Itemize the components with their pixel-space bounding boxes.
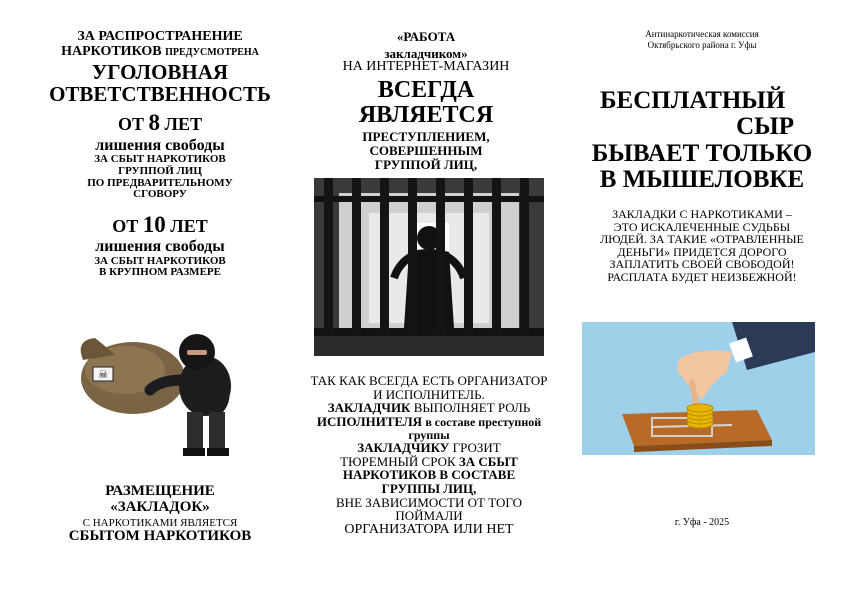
left-line-2 bbox=[40, 45, 280, 60]
mid-line-8: ГРУППОЙ ЛИЦ, bbox=[374, 156, 478, 172]
term-8-desc-1: ЗА СБЫТ НАРКОТИКОВ bbox=[94, 153, 226, 166]
prison-bars-image bbox=[314, 178, 544, 356]
mid-p3 bbox=[306, 401, 552, 415]
mid-p6 bbox=[306, 441, 552, 455]
right-warning bbox=[582, 208, 822, 284]
term-8-sub: лишения свободы bbox=[95, 136, 225, 154]
mid-p3b: ВЫПОЛНЯЕТ РОЛЬ bbox=[413, 400, 531, 416]
slogan-line-3: БЫВАЕТ ТОЛЬКО bbox=[591, 139, 813, 167]
mid-line-5: ЯВЛЯЕТСЯ bbox=[358, 102, 494, 129]
right-footer bbox=[582, 518, 822, 529]
term-8-num: 8 bbox=[148, 110, 161, 136]
slogan-line-4: В МЫШЕЛОВКЕ bbox=[599, 165, 805, 193]
right-header bbox=[582, 30, 822, 51]
commission-line-1: Антинаркотическая комиссия bbox=[645, 29, 759, 39]
mid-p9: ГРУППЫ ЛИЦ, bbox=[381, 481, 477, 497]
term-10-sub: лишения свободы bbox=[95, 237, 225, 255]
left-line-2b: ПРЕДУСМОТРЕНА bbox=[165, 46, 259, 58]
mid-p7b: ЗА СБЫТ bbox=[458, 453, 518, 469]
term-8-desc-4: СГОВОРУ bbox=[133, 188, 187, 201]
mid-p7 bbox=[306, 455, 552, 469]
term-8-years bbox=[40, 111, 280, 135]
mid-p7a: ТЮРЕМНЫЙ СРОК bbox=[340, 453, 456, 469]
warning-line-1: ЗАКЛАДКИ С НАРКОТИКАМИ – bbox=[612, 207, 792, 221]
city-year: г. Уфа - 2025 bbox=[674, 517, 730, 528]
left-bottom-3: С НАРКОТИКАМИ ЯВЛЯЕТСЯ bbox=[82, 516, 238, 529]
mid-p10: ВНЕ ЗАВИСИМОСТИ ОТ ТОГО bbox=[336, 494, 522, 510]
mid-line-2: закладчиком» bbox=[384, 45, 468, 61]
left-line-1: ЗА РАСПРОСТРАНЕНИЕ bbox=[77, 29, 243, 44]
left-line-3: УГОЛОВНАЯ bbox=[91, 60, 229, 85]
term-10-pre: ОТ bbox=[112, 215, 139, 236]
term-10-desc-2: В КРУПНОМ РАЗМЕРЕ bbox=[99, 266, 221, 279]
warning-line-4: ДЕНЬГИ» ПРИДЕТСЯ ДОРОГО bbox=[617, 244, 787, 259]
mid-line-1: «РАБОТА bbox=[396, 29, 456, 44]
middle-text bbox=[306, 374, 552, 538]
mid-p8: НАРКОТИКОВ В СОСТАВЕ bbox=[342, 467, 516, 483]
term-10-years bbox=[40, 213, 280, 237]
warning-line-6: РАСПЛАТА БУДЕТ НЕИЗБЕЖНОЙ! bbox=[607, 269, 797, 284]
left-bottom-text bbox=[40, 484, 280, 545]
svg-text:☠: ☠ bbox=[98, 369, 108, 381]
left-line-4: ОТВЕТСТВЕННОСТЬ bbox=[49, 82, 271, 107]
term-10-post: ЛЕТ bbox=[170, 215, 208, 236]
left-panel bbox=[40, 30, 280, 279]
mid-p3a: ЗАКЛАДЧИК bbox=[327, 400, 411, 416]
slogan-title bbox=[582, 88, 822, 193]
term-8-pre: ОТ bbox=[118, 114, 145, 135]
left-bottom-2: «ЗАКЛАДОК» bbox=[110, 498, 210, 515]
mid-p4 bbox=[306, 415, 552, 429]
term-8-desc-2: ГРУППОЙ ЛИЦ bbox=[118, 164, 202, 177]
mid-p2: И ИСПОЛНИТЕЛЬ. bbox=[373, 386, 485, 402]
left-bottom-4: СБЫТОМ НАРКОТИКОВ bbox=[68, 528, 252, 545]
mid-p6b: ГРОЗИТ bbox=[452, 440, 501, 456]
mid-p11: ПОЙМАЛИ bbox=[395, 508, 463, 524]
mid-p6a: ЗАКЛАДЧИКУ bbox=[357, 440, 450, 456]
left-bottom-1: РАЗМЕЩЕНИЕ bbox=[105, 483, 215, 499]
slogan-line-1: БЕСПЛАТНЫЙ bbox=[600, 87, 786, 114]
slogan-line-2: СЫР bbox=[736, 113, 794, 141]
mid-p5: группы bbox=[408, 427, 450, 442]
mid-line-7: СОВЕРШЕННЫМ bbox=[369, 142, 483, 158]
mid-p4a: ИСПОЛНИТЕЛЯ bbox=[316, 413, 423, 429]
mid-line-3: НА ИНТЕРНЕТ-МАГАЗИН bbox=[342, 59, 510, 75]
mid-line-6: ПРЕСТУПЛЕНИЕМ, bbox=[362, 129, 490, 145]
term-10-num: 10 bbox=[142, 211, 166, 237]
mid-p4b: в составе преступной bbox=[425, 414, 542, 429]
mousetrap-money-image bbox=[582, 322, 815, 455]
middle-panel bbox=[306, 30, 546, 171]
thief-image bbox=[55, 320, 265, 462]
term-8-post: ЛЕТ bbox=[164, 114, 202, 135]
term-10-desc-1: ЗА СБЫТ НАРКОТИКОВ bbox=[94, 254, 226, 267]
warning-line-2: ЭТО ИСКАЛЕЧЕННЫЕ СУДЬБЫ bbox=[613, 219, 791, 234]
mid-p12: ОРГАНИЗАТОРА ИЛИ НЕТ bbox=[344, 522, 514, 537]
commission-line-2: Октябрьского района г. Уфы bbox=[647, 40, 757, 51]
mid-p1: ТАК КАК ВСЕГДА ЕСТЬ ОРГАНИЗАТОР bbox=[310, 373, 548, 388]
term-8-desc-3: ПО ПРЕДВАРИТЕЛЬНОМУ bbox=[87, 176, 233, 189]
warning-line-5: ЗАПЛАТИТЬ СВОЕЙ СВОБОДОЙ! bbox=[609, 257, 795, 272]
warning-line-3: ЛЮДЕЙ. ЗА ТАКИЕ «ОТРАВЛЕННЫЕ bbox=[600, 232, 804, 247]
mid-line-4: ВСЕГДА bbox=[377, 76, 475, 103]
left-line-2a: НАРКОТИКОВ bbox=[61, 43, 162, 59]
